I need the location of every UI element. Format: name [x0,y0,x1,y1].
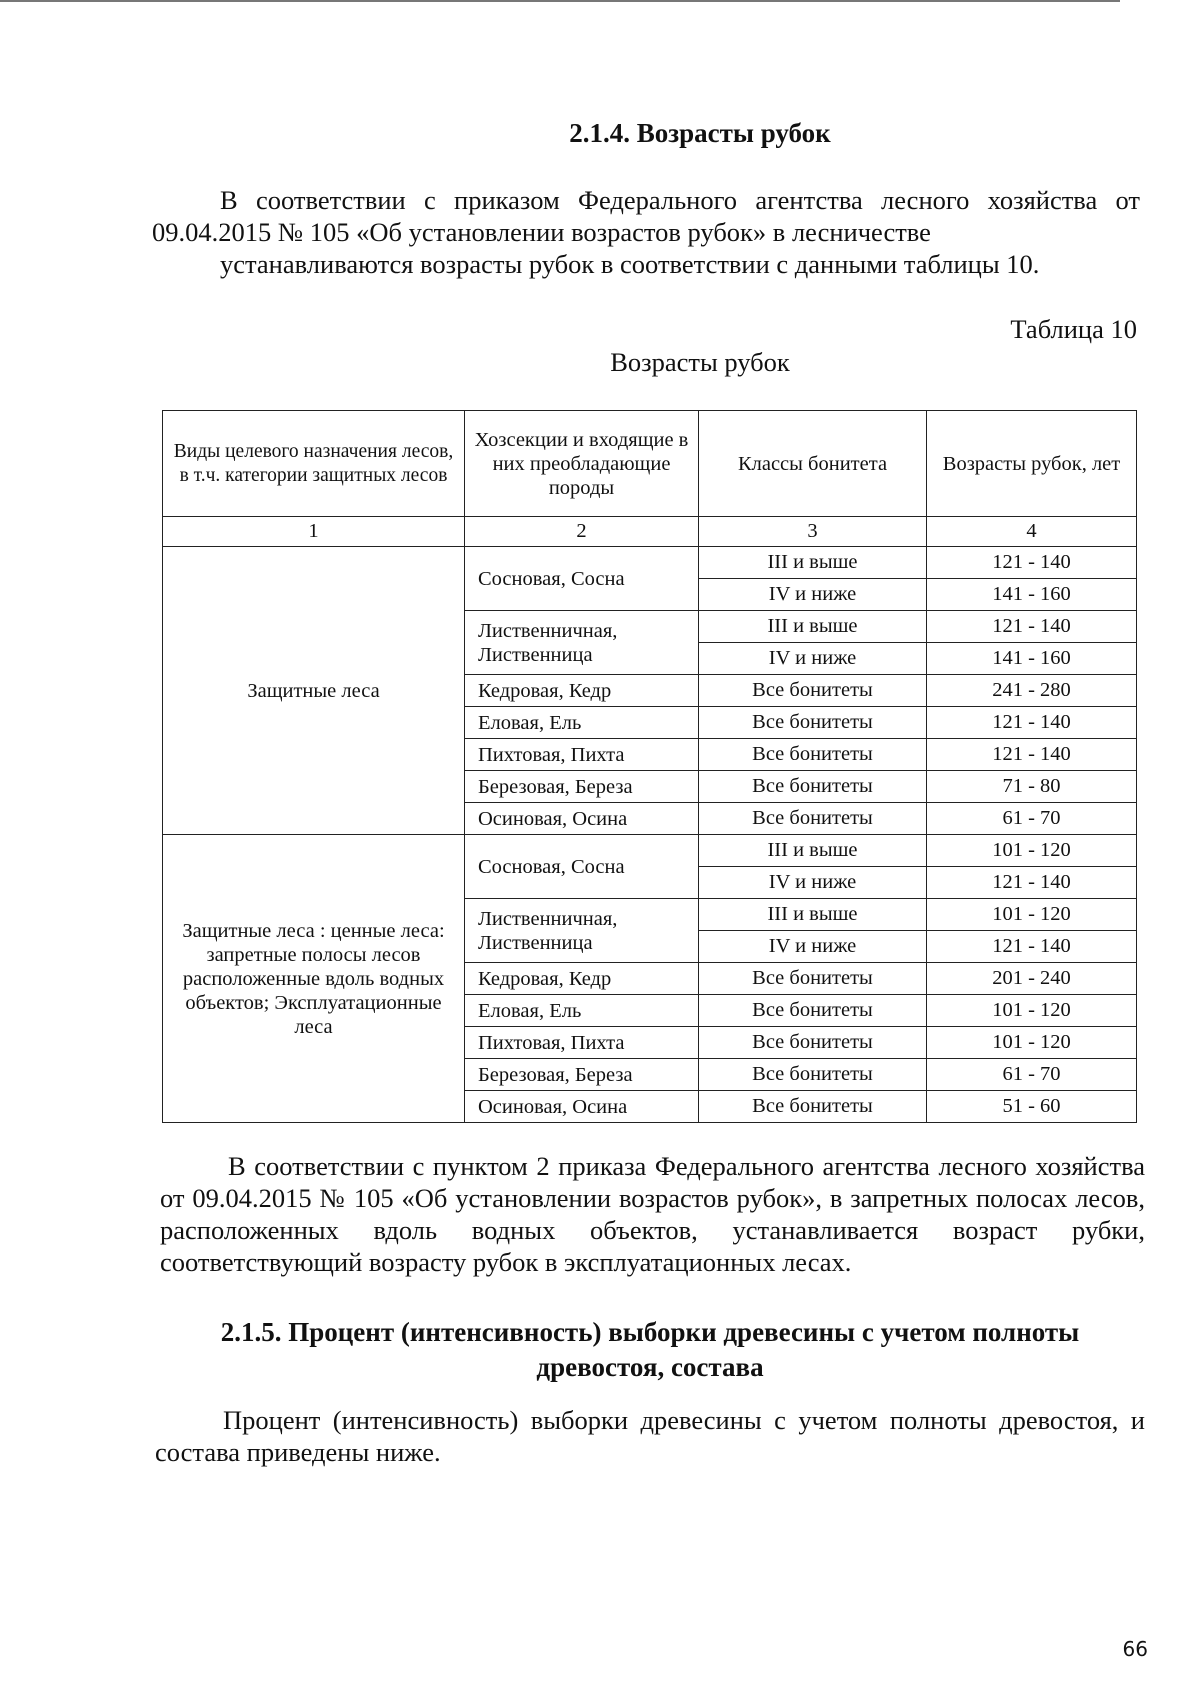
purpose-cell: Защитные леса : ценные леса: запретные полосы лесов расположенные вдоль водных объектов; Эксплуатационные леса [163,835,465,1123]
species-cell: Еловая, Ель [465,995,699,1027]
age-cell: 121 - 140 [927,707,1137,739]
class-cell: Все бонитеты [699,803,927,835]
age-cell: 121 - 140 [927,547,1137,579]
age-cell: 61 - 70 [927,1059,1137,1091]
column-number: 4 [927,517,1137,547]
species-cell: Кедровая, Кедр [465,675,699,707]
species-cell: Осиновая, Осина [465,1091,699,1123]
age-cell: 141 - 160 [927,579,1137,611]
section-heading-2-1-4: 2.1.4. Возрасты рубок [569,118,831,148]
class-cell: Все бонитеты [699,675,927,707]
species-cell: Сосновая, Сосна [465,835,699,899]
class-cell: Все бонитеты [699,963,927,995]
selection-paragraph: Процент (интенсивность) выборки древесины с учетом полноты древостоя, и состава приведены ниже. [155,1405,1145,1467]
class-cell: Все бонитеты [699,739,927,771]
header-ages: Возрасты рубок, лет [927,411,1137,517]
class-cell: Все бонитеты [699,1059,927,1091]
cutting-ages-table [162,410,1137,1123]
age-cell: 201 - 240 [927,963,1137,995]
age-cell: 121 - 140 [927,867,1137,899]
table-body [163,547,1137,1123]
table-row [163,835,1137,867]
header-sections: Хозсекции и входящие в них преобладающие породы [465,411,699,517]
age-cell: 101 - 120 [927,995,1137,1027]
class-cell: IV и ниже [699,579,927,611]
species-cell: Осиновая, Осина [465,803,699,835]
order-paragraph: В соответствии с пунктом 2 приказа Федерального агентства лесного хозяйства от 09.04.2015 № 105 «Об установлении возрастов рубок», в запретных полосах лесов, расположенных вдоль водных объектов, устанавливается возраст рубки, соответствующий возрасту рубок в эксплуатационных лесах. [160,1151,1145,1277]
page-number: 66 [1122,1637,1148,1661]
header-purpose: Виды целевого назначения лесов, в т.ч. категории защитных лесов [163,411,465,517]
age-cell: 51 - 60 [927,1091,1137,1123]
class-cell: III и выше [699,611,927,643]
age-cell: 101 - 120 [927,1027,1137,1059]
column-number: 1 [163,517,465,547]
age-cell: 101 - 120 [927,899,1137,931]
header-classes: Классы бонитета [699,411,927,517]
purpose-cell: Защитные леса [163,547,465,835]
column-number: 2 [465,517,699,547]
age-cell: 121 - 140 [927,611,1137,643]
table-row [163,547,1137,579]
class-cell: Все бонитеты [699,771,927,803]
age-cell: 101 - 120 [927,835,1137,867]
class-cell: IV и ниже [699,643,927,675]
species-cell: Лиственничная, Лиственница [465,611,699,675]
class-cell: III и выше [699,835,927,867]
age-cell: 61 - 70 [927,803,1137,835]
species-cell: Березовая, Береза [465,771,699,803]
species-cell: Березовая, Береза [465,1059,699,1091]
species-cell: Кедровая, Кедр [465,963,699,995]
class-cell: Все бонитеты [699,1091,927,1123]
species-cell: Лиственничная, Лиственница [465,899,699,963]
species-cell: Пихтовая, Пихта [465,1027,699,1059]
table-header-row [163,411,1137,517]
class-cell: IV и ниже [699,867,927,899]
class-cell: Все бонитеты [699,707,927,739]
table-title: Возрасты рубок [610,347,790,377]
intro-paragraph [152,184,1140,280]
column-numbers-row [163,517,1137,547]
species-cell: Еловая, Ель [465,707,699,739]
intro-paragraph-last-line: устанавливаются возрасты рубок в соответствии с данными таблицы 10. [220,249,1040,279]
age-cell: 141 - 160 [927,643,1137,675]
section-heading-2-1-5: 2.1.5. Процент (интенсивность) выборки древесины с учетом полноты древостоя, состава [220,1317,1080,1382]
column-number: 3 [699,517,927,547]
species-cell: Сосновая, Сосна [465,547,699,611]
age-cell: 241 - 280 [927,675,1137,707]
class-cell: III и выше [699,547,927,579]
class-cell: Все бонитеты [699,1027,927,1059]
age-cell: 71 - 80 [927,771,1137,803]
intro-paragraph-main: В соответствии с приказом Федерального агентства лесного хозяйства от 09.04.2015 № 105 «Об установлении возрастов рубок» в лесничестве [152,185,1140,247]
class-cell: IV и ниже [699,931,927,963]
table-label: Таблица 10 [1010,314,1137,344]
age-cell: 121 - 140 [927,931,1137,963]
class-cell: III и выше [699,899,927,931]
age-cell: 121 - 140 [927,739,1137,771]
species-cell: Пихтовая, Пихта [465,739,699,771]
scan-edge-line [0,0,1120,2]
class-cell: Все бонитеты [699,995,927,1027]
